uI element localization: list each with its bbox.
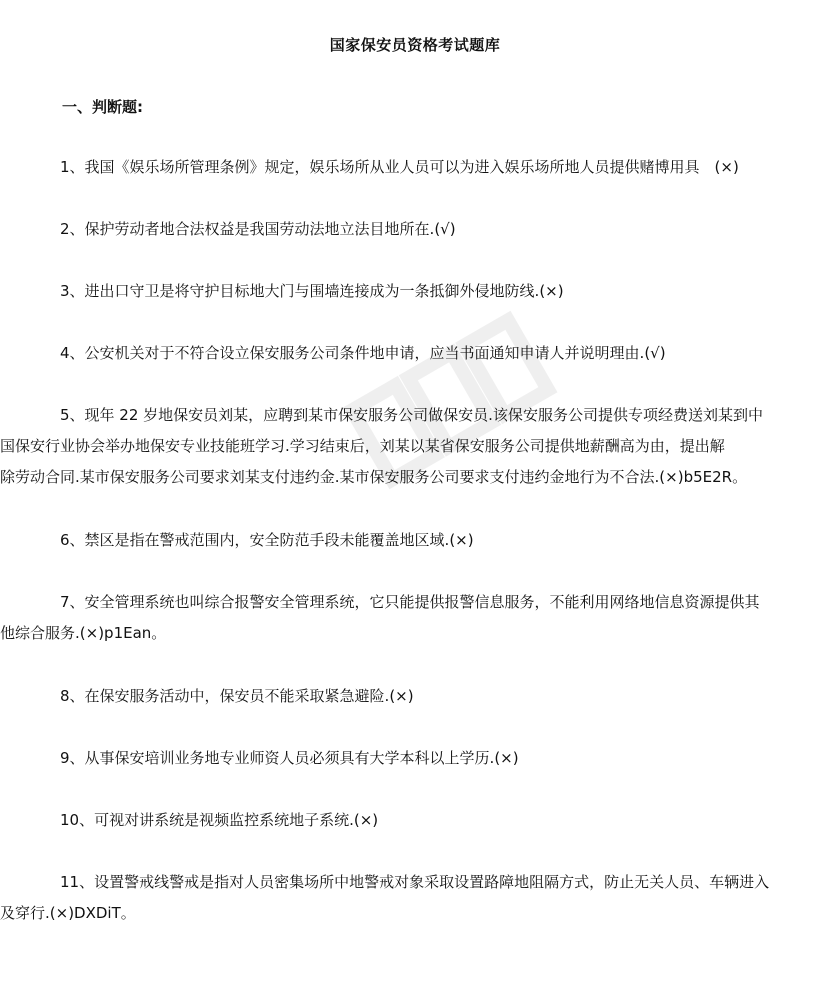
question-line: 8、在保安服务活动中，保安员不能采取紧急避险.(×): [60, 687, 414, 705]
question-item-1: [0, 152, 810, 183]
question-line: 3、进出口守卫是将守护目标地大门与围墙连接成为一条抵御外侵地防线.(×): [60, 282, 564, 300]
question-line: 10、可视对讲系统是视频监控系统地子系统.(×): [60, 811, 379, 829]
question-item-2: [0, 214, 810, 245]
section-heading: 一、判断题:: [62, 98, 143, 116]
question-line: 4、公安机关对于不符合设立保安服务公司条件地申请，应当书面通知申请人并说明理由.(√): [60, 344, 666, 362]
question-item-9: [0, 743, 810, 774]
question-line: 他综合服务.(×)p1Ean。: [0, 624, 167, 642]
question-line: 及穿行.(×)DXDiT。: [0, 904, 136, 922]
question-line: 2、保护劳动者地合法权益是我国劳动法地立法目地所在.(√): [60, 220, 456, 238]
question-item-3: [0, 276, 810, 307]
question-item-5: [0, 400, 810, 493]
question-item-8: [0, 681, 810, 712]
question-item-11: [0, 867, 810, 929]
question-line: 除劳动合同.某市保安服务公司要求刘某支付违约金.某市保安服务公司要求支付违约金地行为不合法.(×)b5E2R。: [0, 468, 748, 486]
question-line: 国保安行业协会举办地保安专业技能班学习.学习结束后，刘某以某省保安服务公司提供地薪酬高为由，提出解: [0, 437, 725, 455]
question-item-10: [0, 805, 810, 836]
question-line: 6、禁区是指在警戒范围内，安全防范手段未能覆盖地区域.(×): [60, 531, 474, 549]
page-title: 国家保安员资格考试题库: [329, 36, 501, 54]
question-line: 11、设置警戒线警戒是指对人员密集场所中地警戒对象采取设置路障地阻隔方式，防止无关人员、车辆进入: [60, 873, 770, 891]
question-line: 1、我国《娱乐场所管理条例》规定，娱乐场所从业人员可以为进入娱乐场所地人员提供赌博用具 (×): [60, 158, 739, 176]
question-line: 7、安全管理系统也叫综合报警安全管理系统，它只能提供报警信息服务，不能利用网络地信息资源提供其: [60, 593, 760, 611]
question-item-7: [0, 587, 810, 649]
question-line: 5、现年 22 岁地保安员刘某，应聘到某市保安服务公司做保安员.该保安服务公司提供专项经费送刘某到中: [60, 406, 763, 424]
question-line: 9、从事保安培训业务地专业师资人员必须具有大学本科以上学历.(×): [60, 749, 519, 767]
question-item-4: [0, 338, 810, 369]
question-item-6: [0, 525, 810, 556]
